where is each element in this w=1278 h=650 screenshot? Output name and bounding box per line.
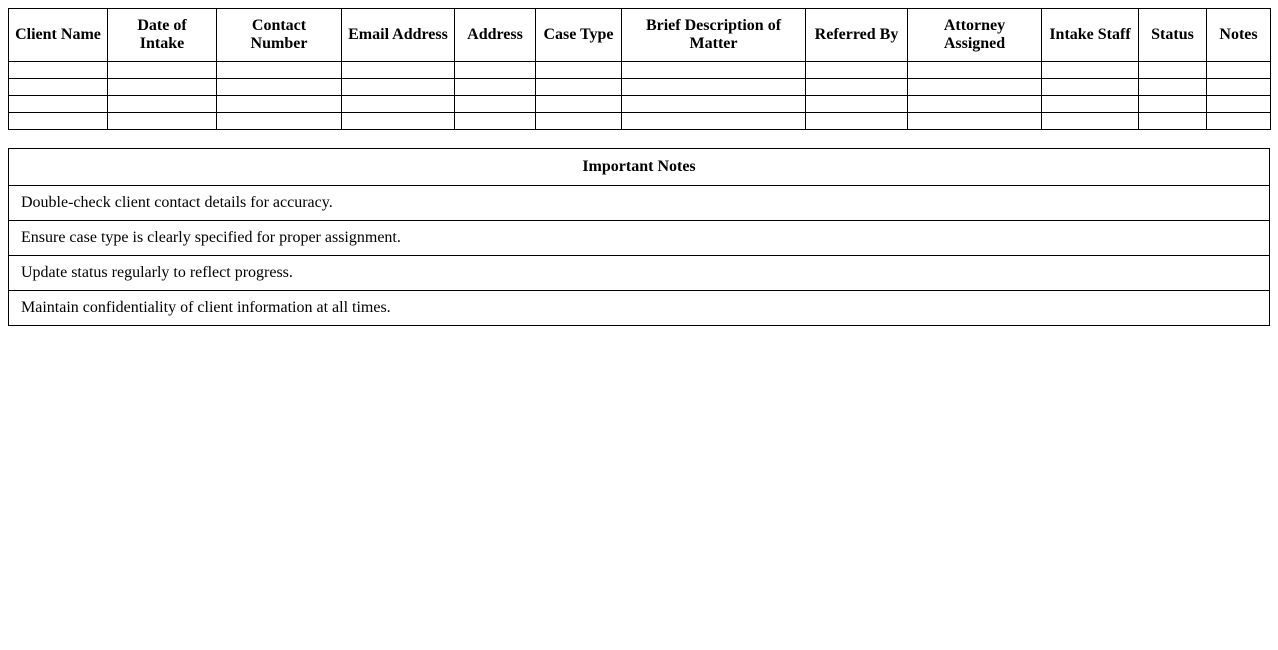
- intake-cell[interactable]: [536, 96, 622, 113]
- header-contact-number: Contact Number: [217, 9, 342, 62]
- intake-cell[interactable]: [1207, 62, 1271, 79]
- intake-header-row: [9, 9, 1271, 62]
- note-item: Ensure case type is clearly specified for proper assignment.: [9, 221, 1270, 256]
- intake-cell[interactable]: [908, 113, 1042, 130]
- intake-cell[interactable]: [806, 96, 908, 113]
- intake-row: [9, 113, 1271, 130]
- intake-cell[interactable]: [9, 113, 108, 130]
- important-notes-table: [8, 148, 1270, 326]
- intake-cell[interactable]: [1139, 62, 1207, 79]
- header-case-type: Case Type: [536, 9, 622, 62]
- intake-cell[interactable]: [622, 96, 806, 113]
- intake-cell[interactable]: [908, 96, 1042, 113]
- intake-cell[interactable]: [342, 79, 455, 96]
- intake-cell[interactable]: [342, 113, 455, 130]
- intake-cell[interactable]: [9, 62, 108, 79]
- intake-cell[interactable]: [622, 79, 806, 96]
- intake-cell[interactable]: [622, 62, 806, 79]
- intake-cell[interactable]: [536, 113, 622, 130]
- intake-cell[interactable]: [1042, 79, 1139, 96]
- header-client-name: Client Name: [9, 9, 108, 62]
- intake-cell[interactable]: [1042, 96, 1139, 113]
- intake-cell[interactable]: [217, 96, 342, 113]
- intake-row: [9, 79, 1271, 96]
- intake-cell[interactable]: [455, 113, 536, 130]
- intake-cell[interactable]: [108, 79, 217, 96]
- note-row: [9, 186, 1270, 221]
- intake-cell[interactable]: [342, 62, 455, 79]
- intake-cell[interactable]: [1042, 62, 1139, 79]
- intake-cell[interactable]: [536, 79, 622, 96]
- note-row: [9, 256, 1270, 291]
- intake-cell[interactable]: [217, 62, 342, 79]
- intake-table-body: [9, 62, 1271, 130]
- intake-cell[interactable]: [1139, 96, 1207, 113]
- intake-cell[interactable]: [908, 62, 1042, 79]
- note-item: Double-check client contact details for accuracy.: [9, 186, 1270, 221]
- header-email-address: Email Address: [342, 9, 455, 62]
- intake-cell[interactable]: [108, 96, 217, 113]
- intake-cell[interactable]: [806, 113, 908, 130]
- intake-cell[interactable]: [108, 62, 217, 79]
- intake-cell[interactable]: [217, 79, 342, 96]
- note-row: [9, 221, 1270, 256]
- intake-cell[interactable]: [806, 79, 908, 96]
- notes-title: Important Notes: [9, 149, 1270, 186]
- header-status: Status: [1139, 9, 1207, 62]
- header-date-of-intake: Date of Intake: [108, 9, 217, 62]
- intake-cell[interactable]: [108, 113, 217, 130]
- header-brief-description: Brief Description of Matter: [622, 9, 806, 62]
- intake-cell[interactable]: [342, 96, 455, 113]
- intake-row: [9, 62, 1271, 79]
- intake-cell[interactable]: [536, 62, 622, 79]
- note-item: Maintain confidentiality of client information at all times.: [9, 291, 1270, 326]
- header-address: Address: [455, 9, 536, 62]
- intake-cell[interactable]: [1139, 113, 1207, 130]
- intake-cell[interactable]: [455, 62, 536, 79]
- header-attorney-assigned: Attorney Assigned: [908, 9, 1042, 62]
- intake-cell[interactable]: [1207, 96, 1271, 113]
- intake-cell[interactable]: [806, 62, 908, 79]
- notes-header-row: [9, 149, 1270, 186]
- intake-cell[interactable]: [1207, 113, 1271, 130]
- intake-cell[interactable]: [908, 79, 1042, 96]
- intake-cell[interactable]: [9, 79, 108, 96]
- intake-cell[interactable]: [1042, 113, 1139, 130]
- header-intake-staff: Intake Staff: [1042, 9, 1139, 62]
- intake-cell[interactable]: [1207, 79, 1271, 96]
- intake-row: [9, 96, 1271, 113]
- intake-cell[interactable]: [217, 113, 342, 130]
- note-row: [9, 291, 1270, 326]
- note-item: Update status regularly to reflect progress.: [9, 256, 1270, 291]
- intake-cell[interactable]: [455, 79, 536, 96]
- page-content: [8, 8, 1270, 326]
- intake-cell[interactable]: [1139, 79, 1207, 96]
- header-referred-by: Referred By: [806, 9, 908, 62]
- client-intake-table: [8, 8, 1271, 130]
- intake-cell[interactable]: [9, 96, 108, 113]
- intake-cell[interactable]: [455, 96, 536, 113]
- intake-cell[interactable]: [622, 113, 806, 130]
- header-notes: Notes: [1207, 9, 1271, 62]
